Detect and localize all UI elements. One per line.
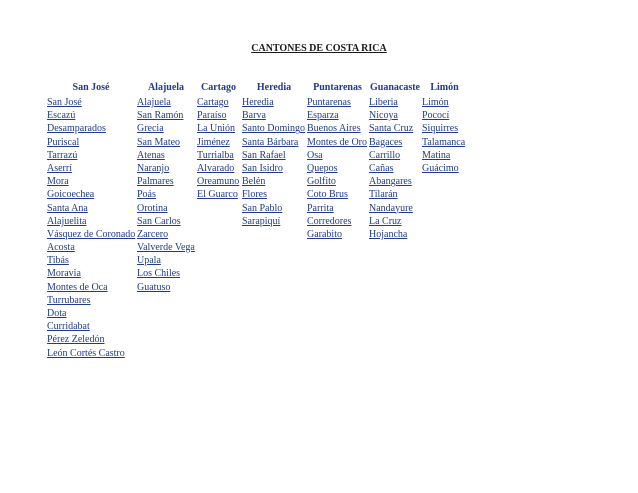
canton-link[interactable]: Quepos xyxy=(307,162,338,174)
canton-link[interactable]: Cartago xyxy=(197,97,229,108)
canton-link[interactable]: Upala xyxy=(137,255,161,267)
canton-link[interactable]: San Mateo xyxy=(137,136,181,148)
canton-link[interactable]: San José xyxy=(47,97,82,108)
canton-link[interactable]: Moravia xyxy=(47,268,81,280)
canton-link[interactable]: Zarcero xyxy=(137,228,169,240)
canton-link[interactable]: Coto Brus xyxy=(307,189,348,201)
canton-link[interactable]: Montes de Oca xyxy=(47,281,108,293)
column-cartago xyxy=(197,81,240,202)
column-puntarenas xyxy=(307,81,368,241)
canton-link[interactable]: Tilarán xyxy=(369,189,398,201)
canton-link[interactable]: Curridabat xyxy=(47,321,90,333)
canton-link[interactable]: Golfito xyxy=(307,176,336,188)
canton-link[interactable]: Palmares xyxy=(137,176,174,188)
page-title: CANTONES DE COSTA RICA xyxy=(251,43,387,54)
canton-link[interactable]: Oreamuno xyxy=(197,176,240,188)
canton-link[interactable]: Hojancha xyxy=(369,228,408,240)
canton-link[interactable]: Corredores xyxy=(307,215,352,227)
canton-link[interactable]: Buenos Aires xyxy=(307,123,361,135)
canton-link[interactable]: Aserrí xyxy=(47,162,72,174)
canton-list xyxy=(242,96,306,228)
canton-link[interactable]: Nandayure xyxy=(369,202,413,214)
canton-link[interactable]: Paraíso xyxy=(197,110,227,122)
canton-link[interactable]: El Guarco xyxy=(197,189,238,201)
canton-link[interactable]: Puriscal xyxy=(47,136,80,148)
canton-link[interactable]: Liberia xyxy=(369,97,398,108)
canton-link[interactable]: Bagaces xyxy=(369,136,403,148)
canton-link[interactable]: Alajuelita xyxy=(47,215,87,227)
canton-link[interactable]: Nicoya xyxy=(369,110,398,122)
canton-link[interactable]: Barva xyxy=(242,110,266,122)
canton-link[interactable]: San Carlos xyxy=(137,215,181,227)
canton-link[interactable]: Alajuela xyxy=(137,97,171,108)
canton-link[interactable]: Abangares xyxy=(369,176,412,188)
canton-list xyxy=(307,96,368,241)
canton-link[interactable]: Valverde Vega xyxy=(137,242,195,254)
canton-link[interactable]: San Ramón xyxy=(137,110,184,122)
canton-link[interactable]: San Rafael xyxy=(242,149,286,161)
canton-link[interactable]: Santo Domingo xyxy=(242,123,306,135)
canton-link[interactable]: Limón xyxy=(422,97,449,108)
column-header: Alajuela xyxy=(147,82,185,93)
column-header: Heredia xyxy=(256,82,292,93)
canton-link[interactable]: Puntarenas xyxy=(307,97,351,108)
column-header: Cartago xyxy=(201,82,236,93)
canton-list xyxy=(422,96,467,175)
canton-link[interactable]: Heredia xyxy=(242,97,274,108)
canton-link[interactable]: Escazú xyxy=(47,110,76,122)
canton-link[interactable]: Osa xyxy=(307,149,323,161)
canton-link[interactable]: Tarrazú xyxy=(47,149,78,161)
canton-link[interactable]: Parrita xyxy=(307,202,334,214)
canton-list xyxy=(47,96,135,360)
canton-link[interactable]: Grecia xyxy=(137,123,164,135)
canton-link[interactable]: Atenas xyxy=(137,149,165,161)
canton-list xyxy=(197,96,240,202)
canton-link[interactable]: Desamparados xyxy=(47,123,106,135)
canton-link[interactable]: Guácimo xyxy=(422,162,459,174)
canton-link[interactable]: Sarapiquí xyxy=(242,215,281,227)
canton-link[interactable]: Naranjo xyxy=(137,162,170,174)
canton-link[interactable]: La Unión xyxy=(197,123,236,135)
canton-link[interactable]: Alvarado xyxy=(197,162,235,174)
canton-link[interactable]: Los Chiles xyxy=(137,268,181,280)
canton-link[interactable]: Pérez Zeledón xyxy=(47,334,105,346)
column-san-jose xyxy=(47,81,135,360)
canton-link[interactable]: La Cruz xyxy=(369,215,402,227)
canton-link[interactable]: Cañas xyxy=(369,162,394,174)
canton-link[interactable]: Santa Bárbara xyxy=(242,136,299,148)
canton-link[interactable]: Guatuso xyxy=(137,281,171,293)
canton-link[interactable]: Acosta xyxy=(47,242,75,254)
canton-link[interactable]: Mora xyxy=(47,176,69,188)
column-header: Puntarenas xyxy=(313,82,362,93)
canton-link[interactable]: San Pablo xyxy=(242,202,283,214)
column-header: Guanacaste xyxy=(370,82,420,93)
canton-link[interactable]: Garabito xyxy=(307,228,342,240)
canton-link[interactable]: Pococí xyxy=(422,110,450,122)
canton-link[interactable]: Turrubares xyxy=(47,294,91,306)
column-guanacaste xyxy=(369,81,421,241)
canton-link[interactable]: San Isidro xyxy=(242,162,283,174)
canton-link[interactable]: Carrillo xyxy=(369,149,401,161)
canton-link[interactable]: Siquirres xyxy=(422,123,459,135)
canton-link[interactable]: Flores xyxy=(242,189,267,201)
canton-link[interactable]: Montes de Oro xyxy=(307,136,367,148)
canton-link[interactable]: Talamanca xyxy=(422,136,466,148)
canton-link[interactable]: Poás xyxy=(137,189,156,201)
canton-link[interactable]: Vásquez de Coronado xyxy=(47,228,136,240)
canton-link[interactable]: Matina xyxy=(422,149,451,161)
canton-list xyxy=(369,96,421,241)
canton-link[interactable]: Goicoechea xyxy=(47,189,95,201)
canton-link[interactable]: Esparza xyxy=(307,110,339,122)
canton-link[interactable]: Dota xyxy=(47,308,67,319)
canton-link[interactable]: Orotina xyxy=(137,202,168,214)
canton-list xyxy=(137,96,195,294)
column-limon xyxy=(422,81,467,175)
canton-link[interactable]: Jiménez xyxy=(197,136,230,148)
canton-link[interactable]: Turrialba xyxy=(197,149,234,161)
canton-link[interactable]: Belén xyxy=(242,176,266,188)
canton-link[interactable]: Santa Cruz xyxy=(369,123,414,135)
column-header: Limón xyxy=(430,82,459,93)
column-header: San José xyxy=(72,82,110,93)
column-heredia xyxy=(242,81,306,228)
canton-link[interactable]: Tibás xyxy=(47,255,69,267)
canton-link[interactable]: León Cortés Castro xyxy=(47,347,125,359)
column-alajuela xyxy=(137,81,195,294)
canton-link[interactable]: Santa Ana xyxy=(47,202,88,214)
